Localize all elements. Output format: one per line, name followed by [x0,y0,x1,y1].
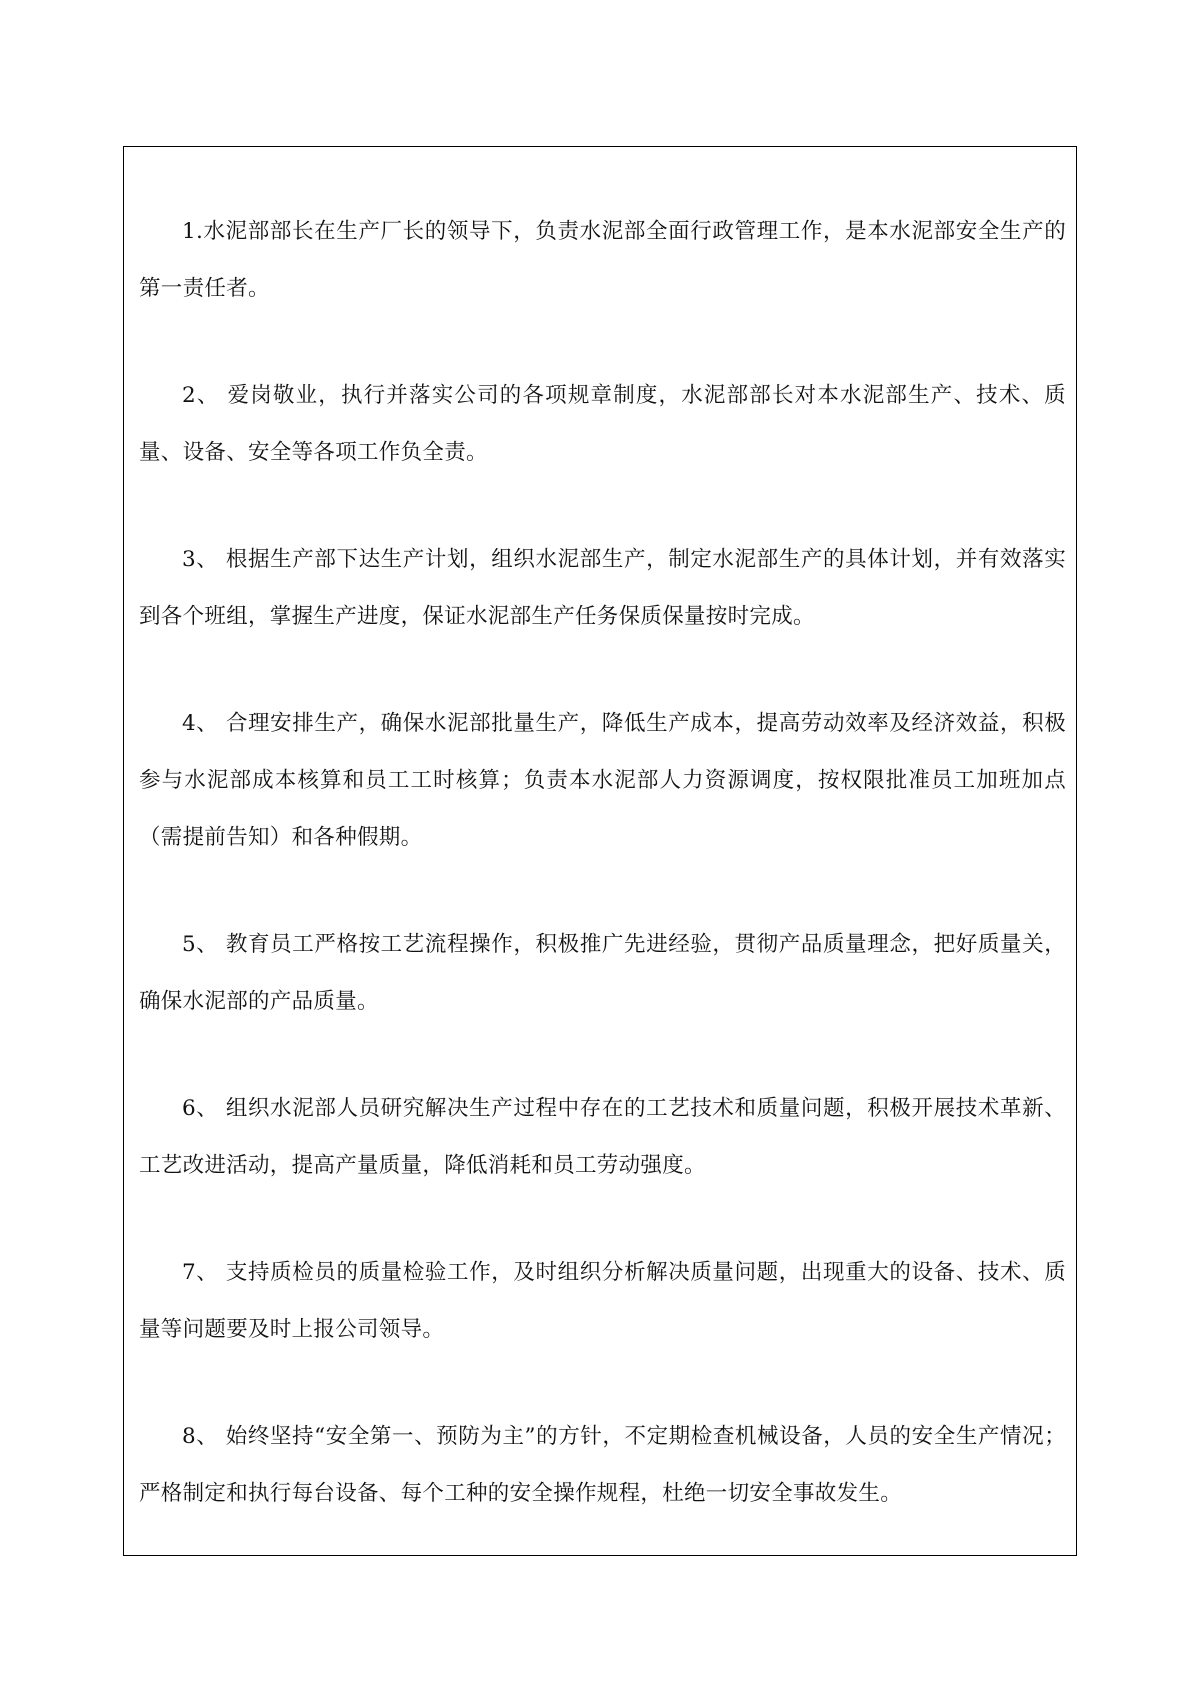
responsibility-clause-7: 7、 支持质检员的质量检验工作，及时组织分析解决质量问题，出现重大的设备、技术、质量等问题要及时上报公司领导。 [139,1260,1066,1342]
responsibilities-table-cell [123,146,1077,1556]
responsibility-clause-4: 4、 合理安排生产，确保水泥部批量生产，降低生产成本，提高劳动效率及经济效益，积极参与水泥部成本核算和员工工时核算；负责本水泥部人力资源调度，按权限批准员工加班加点（需提前告知）和各种假期。 [139,711,1066,850]
responsibility-clause-2: 2、 爱岗敬业，执行并落实公司的各项规章制度，水泥部部长对本水泥部生产、技术、质量、设备、安全等各项工作负全责。 [139,383,1066,465]
responsibility-clause-1: 1.水泥部部长在生产厂长的领导下，负责水泥部全面行政管理工作，是本水泥部安全生产的第一责任者。 [139,219,1066,301]
responsibility-clause-8: 8、 始终坚持“安全第一、预防为主”的方针，不定期检查机械设备，人员的安全生产情况；严格制定和执行每台设备、每个工种的安全操作规程，杜绝一切安全事故发生。 [139,1424,1066,1506]
responsibility-clause-5: 5、 教育员工严格按工艺流程操作，积极推广先进经验，贯彻产品质量理念，把好质量关，确保水泥部的产品质量。 [139,932,1066,1014]
responsibility-clause-6: 6、 组织水泥部人员研究解决生产过程中存在的工艺技术和质量问题，积极开展技术革新、工艺改进活动，提高产量质量，降低消耗和员工劳动强度。 [139,1096,1066,1178]
responsibility-list [139,203,1066,1522]
responsibility-clause-3: 3、 根据生产部下达生产计划，组织水泥部生产，制定水泥部生产的具体计划，并有效落实到各个班组，掌握生产进度，保证水泥部生产任务保质保量按时完成。 [139,547,1066,629]
